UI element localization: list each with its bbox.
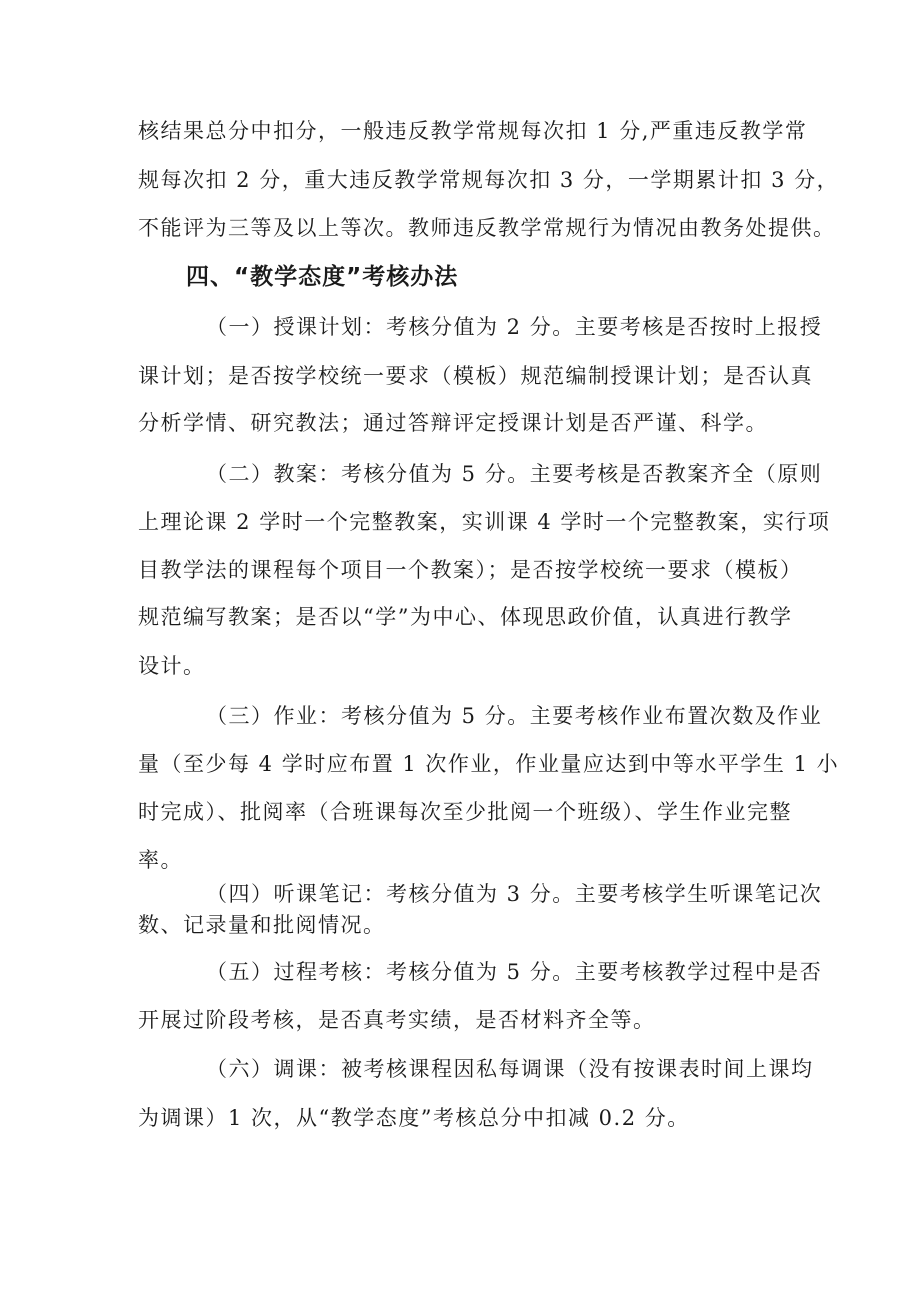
body-text-line: 目教学法的课程每个项目一个教案）；是否按学校统一要求（模板） [138,558,803,582]
paragraph-first-line: （三）作业：考核分值为 5 分。主要考核作业布置次数及作业 [206,704,823,728]
paragraph-first-line: （六）调课：被考核课程因私每调课（没有按课表时间上课均 [206,1057,814,1081]
body-text-line: 规范编写教案；是否以“学”为中心、体现思政价值，认真进行教学 [138,605,793,629]
section-heading: 四、“教学态度”考核办法 [186,264,459,290]
body-text-line: 核结果总分中扣分，一般违反教学常规每次扣 1 分,严重违反教学常 [138,119,808,143]
body-text-line: 分析学情、研究教法；通过答辩评定授课计划是否严谨、科学。 [138,411,768,435]
body-text-line: 数、记录量和批阅情况。 [138,913,386,937]
body-text-line: 为调课）1 次，从“教学态度”考核总分中扣减 0.2 分。 [138,1106,690,1130]
paragraph-first-line: （五）过程考核：考核分值为 5 分。主要考核教学过程中是否 [206,960,823,984]
body-text-line: 规每次扣 2 分，重大违反教学常规每次扣 3 分，一学期累计扣 3 分， [138,168,840,192]
body-text-line: 课计划；是否按学校统一要求（模板）规范编制授课计划；是否认真 [138,364,813,388]
body-text-line: 开展过阶段考核，是否真考实绩，是否材料齐全等。 [138,1008,656,1032]
body-text-line: 不能评为三等及以上等次。教师违反教学常规行为情况由教务处提供。 [138,216,836,240]
paragraph-first-line: （一）授课计划：考核分值为 2 分。主要考核是否按时上报授 [206,315,823,339]
paragraph-first-line: （二）教案：考核分值为 5 分。主要考核是否教案齐全（原则 [206,462,823,486]
body-text-line: 上理论课 2 学时一个完整教案，实训课 4 学时一个完整教案，实行项 [138,510,831,534]
body-text-line: 设计。 [138,654,206,678]
paragraph-first-line: （四）听课笔记：考核分值为 3 分。主要考核学生听课笔记次 [206,882,823,906]
body-text-line: 时完成）、批阅率（合班课每次至少批阅一个班级）、学生作业完整 [138,800,792,824]
body-text-line: 率。 [138,848,183,872]
body-text-line: 量（至少每 4 学时应布置 1 次作业，作业量应达到中等水平学生 1 小 [138,752,840,776]
